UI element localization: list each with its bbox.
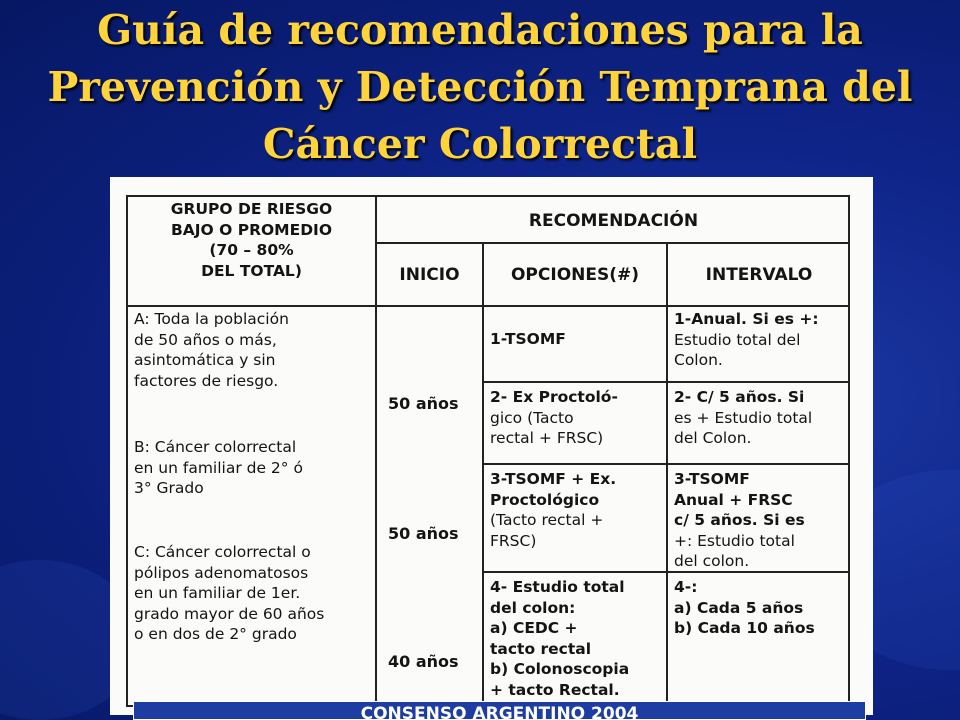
table-divider [666,242,668,707]
footer-banner: CONSENSO ARGENTINO 2004 [133,701,866,720]
title-line-1: Guía de recomendaciones para la [97,6,863,54]
interval-cell-2: 2- C/ 5 años. Si es + Estudio total del Colon. [674,388,813,447]
inicio-value: 40 años [388,652,459,671]
table-divider [128,305,850,307]
group-c-text: C: Cáncer colorrectal o pólipos adenomatosos en un familiar de 1er. grado mayor de 60 años o en dos de 2° grado [134,543,325,643]
inicio-value: 50 años [388,524,459,543]
recommendation-header: RECOMENDACIÓN [528,211,699,231]
interval-cell-1: 1-Anual. Si es +: Estudio total del Colon. [674,310,819,369]
interval-cell-3: 3-TSOMF Anual + FRSC c/ 5 años. Si es +: Estudio total del colon. [674,470,805,570]
column-header-inicio: INICIO [399,265,460,285]
column-header-intervalo: INTERVALO [705,265,813,285]
interval-cell-4: 4-: a) Cada 5 años b) Cada 10 años [674,578,815,637]
slide-title [0,2,960,173]
inicio-value: 50 años [388,394,459,413]
group-header: GRUPO DE RIESGO BAJO O PROMEDIO (70 – 80% DEL TOTAL) [170,200,333,280]
table-divider [482,242,484,707]
table-divider [482,381,850,383]
option-cell-1: 1-TSOMF [490,330,566,348]
column-header-opciones: OPCIONES(#) [510,265,640,285]
group-b-text: B: Cáncer colorrectal en un familiar de 2° ó 3° Grado [134,438,303,497]
recommendation-table [126,195,850,707]
group-a-text: A: Toda la población de 50 años o más, asintomática y sin factores de riesgo. [134,310,289,390]
title-line-3: Cáncer Colorrectal [262,120,698,168]
option-cell-3: 3-TSOMF + Ex. Proctológico (Tacto rectal + FRSC) [490,470,617,550]
table-divider [482,463,850,465]
table-divider [375,242,850,244]
title-line-2: Prevención y Detección Temprana del [47,63,913,111]
option-cell-2: 2- Ex Proctoló- gico (Tacto rectal + FRSC) [490,388,618,447]
option-cell-4: 4- Estudio total del colon: a) CEDC + tacto rectal b) Colonoscopia + tacto Rectal. [490,578,630,699]
scanned-table-image [110,177,873,715]
